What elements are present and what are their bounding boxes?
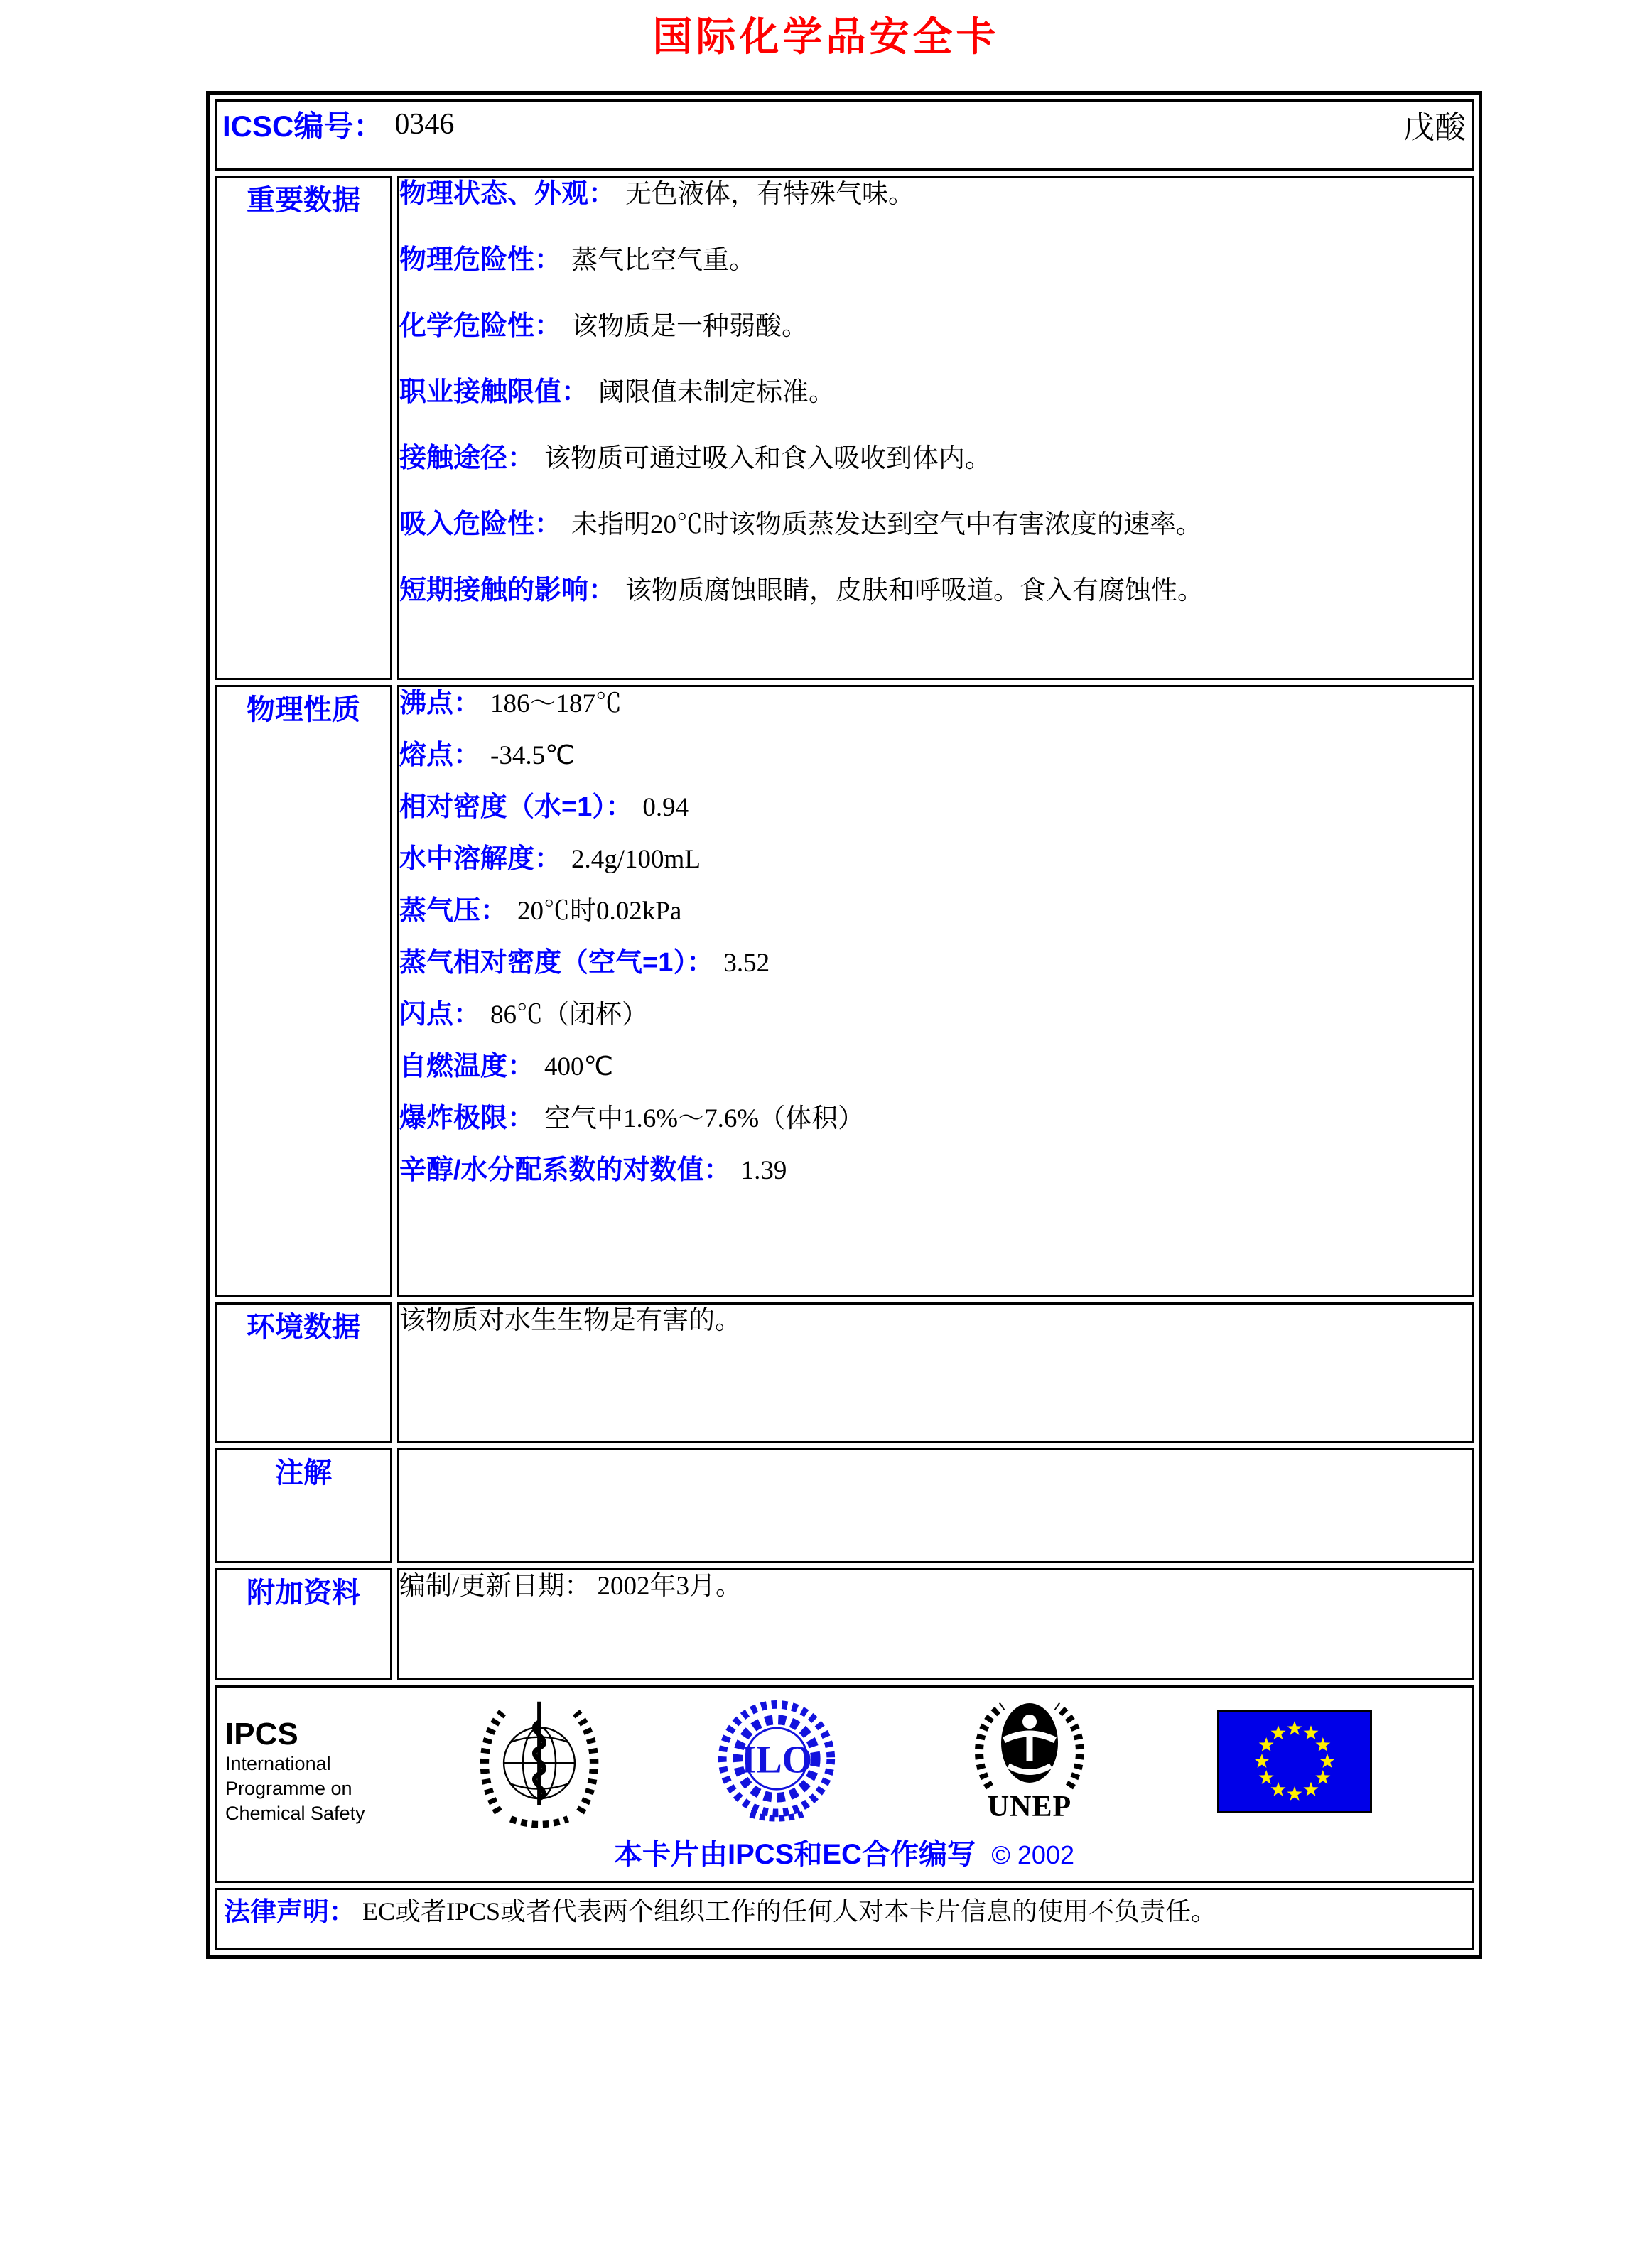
unep-wordmark: UNEP	[987, 1791, 1072, 1823]
entry-text: 186～187℃	[490, 689, 622, 718]
section-label-notes: 注解	[215, 1448, 392, 1563]
entry-line	[399, 739, 1472, 772]
entry-line	[399, 310, 1472, 343]
entry-label: 水中溶解度：	[399, 844, 562, 874]
ipcs-acronym: IPCS	[225, 1717, 298, 1751]
section-label-additional-info: 附加资料	[215, 1568, 392, 1680]
section-content-important-data	[397, 176, 1474, 680]
safety-card-table	[206, 91, 1482, 1959]
entry-line	[399, 843, 1472, 876]
eu-flag-icon	[1217, 1710, 1372, 1813]
footer-caption	[217, 1832, 1472, 1872]
entry-label: 沸点：	[399, 689, 481, 718]
entry-text: 未指明20℃时该物质蒸发达到空气中有害浓度的速率。	[571, 510, 1203, 539]
entry-line	[399, 1570, 1472, 1603]
entry-line	[399, 1305, 1472, 1337]
entry-line	[399, 1154, 1472, 1187]
entry-label: 闪点：	[399, 1000, 481, 1030]
entry-line	[399, 574, 1472, 608]
entry-text: 空气中1.6%～7.6%（体积）	[544, 1104, 865, 1133]
unep-logo-block	[964, 1696, 1095, 1822]
entry-text: 0.94	[642, 793, 689, 822]
entry-line	[399, 895, 1472, 928]
section-content-physical-properties	[397, 685, 1474, 1297]
entry-text: -34.5℃	[490, 741, 575, 770]
section-label-physical-properties: 物理性质	[215, 685, 392, 1297]
icsc-number-label: ICSC编号：	[222, 109, 384, 143]
entry-text: 编制/更新日期： 2002年3月。	[399, 1572, 743, 1601]
ipcs-line-1: International	[225, 1753, 331, 1774]
section-label-important-data: 重要数据	[215, 176, 392, 680]
entry-label: 爆炸极限：	[399, 1103, 535, 1133]
entry-text: 400℃	[544, 1052, 614, 1081]
unep-logo-icon	[964, 1696, 1095, 1791]
header-row	[215, 99, 1474, 171]
logos-cell	[215, 1685, 1474, 1883]
entry-line	[399, 178, 1472, 211]
entry-line	[399, 1102, 1472, 1135]
entry-text: 86℃（闭杯）	[490, 1000, 649, 1030]
entry-label: 蒸气相对密度（空气=1）：	[399, 948, 714, 978]
section-row-environmental-data	[215, 1302, 1474, 1443]
entry-label: 职业接触限值：	[399, 377, 589, 407]
page-title: 国际化学品安全卡	[652, 14, 1000, 59]
entry-label: 短期接触的影响：	[399, 576, 616, 605]
section-row-physical-properties	[215, 685, 1474, 1297]
header-cell	[215, 99, 1474, 171]
entry-label: 熔点：	[399, 740, 481, 770]
section-content-additional-info	[397, 1568, 1474, 1680]
entry-text: 该物质对水生生物是有害的。	[399, 1306, 741, 1335]
entry-line	[399, 1050, 1472, 1084]
entry-line	[399, 687, 1472, 720]
entry-text: 该物质是一种弱酸。	[571, 312, 809, 341]
entry-label: 化学危险性：	[399, 311, 562, 341]
legal-cell	[215, 1888, 1474, 1950]
ipcs-text-block	[225, 1717, 438, 1826]
entry-text: 2.4g/100mL	[571, 845, 701, 874]
caption-text: 本卡片由IPCS和EC合作编写	[613, 1839, 976, 1870]
entry-label: 吸入危险性：	[399, 509, 562, 539]
entry-line	[399, 376, 1472, 409]
ilo-letters: ILO	[740, 1737, 813, 1781]
logos-row	[215, 1685, 1474, 1883]
entry-text: 蒸气比空气重。	[571, 246, 756, 275]
legal-notice-label: 法律声明：	[224, 1897, 355, 1926]
ilo-logo-icon	[714, 1699, 839, 1824]
entry-label: 相对密度（水=1）：	[399, 792, 633, 822]
entry-text: 无色液体，有特殊气味。	[625, 180, 915, 209]
entry-line	[399, 508, 1472, 541]
entry-label: 自燃温度：	[399, 1052, 535, 1081]
legal-row	[215, 1888, 1474, 1950]
legal-notice-text: EC或者IPCS或者代表两个组织工作的任何人对本卡片信息的使用不负责任。	[362, 1896, 1217, 1926]
entry-line	[399, 791, 1472, 824]
caption-copyright: © 2002	[991, 1840, 1074, 1869]
icsc-number-value: 0346	[394, 108, 455, 141]
entry-label: 物理危险性：	[399, 245, 562, 275]
entry-text: 1.39	[740, 1156, 787, 1185]
entry-text: 该物质可通过吸入和食入吸收到体内。	[544, 444, 992, 473]
entry-text: 20℃时0.02kPa	[517, 897, 682, 926]
entry-line	[399, 946, 1472, 980]
entry-line	[399, 998, 1472, 1032]
entry-text: 该物质腐蚀眼睛，皮肤和呼吸道。食入有腐蚀性。	[625, 576, 1204, 605]
entry-text: 3.52	[723, 949, 770, 978]
section-row-additional-info	[215, 1568, 1474, 1680]
entry-label: 蒸气压：	[399, 896, 508, 926]
entry-label: 接触途径：	[399, 443, 535, 473]
section-label-environmental-data: 环境数据	[215, 1302, 392, 1443]
section-row-important-data	[215, 176, 1474, 680]
entry-text: 阈限值未制定标准。	[598, 378, 836, 407]
section-content-environmental-data	[397, 1302, 1474, 1443]
entry-label: 物理状态、外观：	[399, 179, 616, 209]
ipcs-line-3: Chemical Safety	[225, 1803, 365, 1824]
ipcs-line-2: Programme on	[225, 1778, 352, 1799]
entry-line	[399, 244, 1472, 277]
who-logo-icon	[471, 1695, 608, 1837]
section-row-notes	[215, 1448, 1474, 1563]
entry-label: 辛醇/水分配系数的对数值：	[399, 1155, 731, 1185]
entry-line	[399, 442, 1472, 475]
section-content-notes	[397, 1448, 1474, 1563]
chemical-name: 戊酸	[1403, 110, 1466, 145]
